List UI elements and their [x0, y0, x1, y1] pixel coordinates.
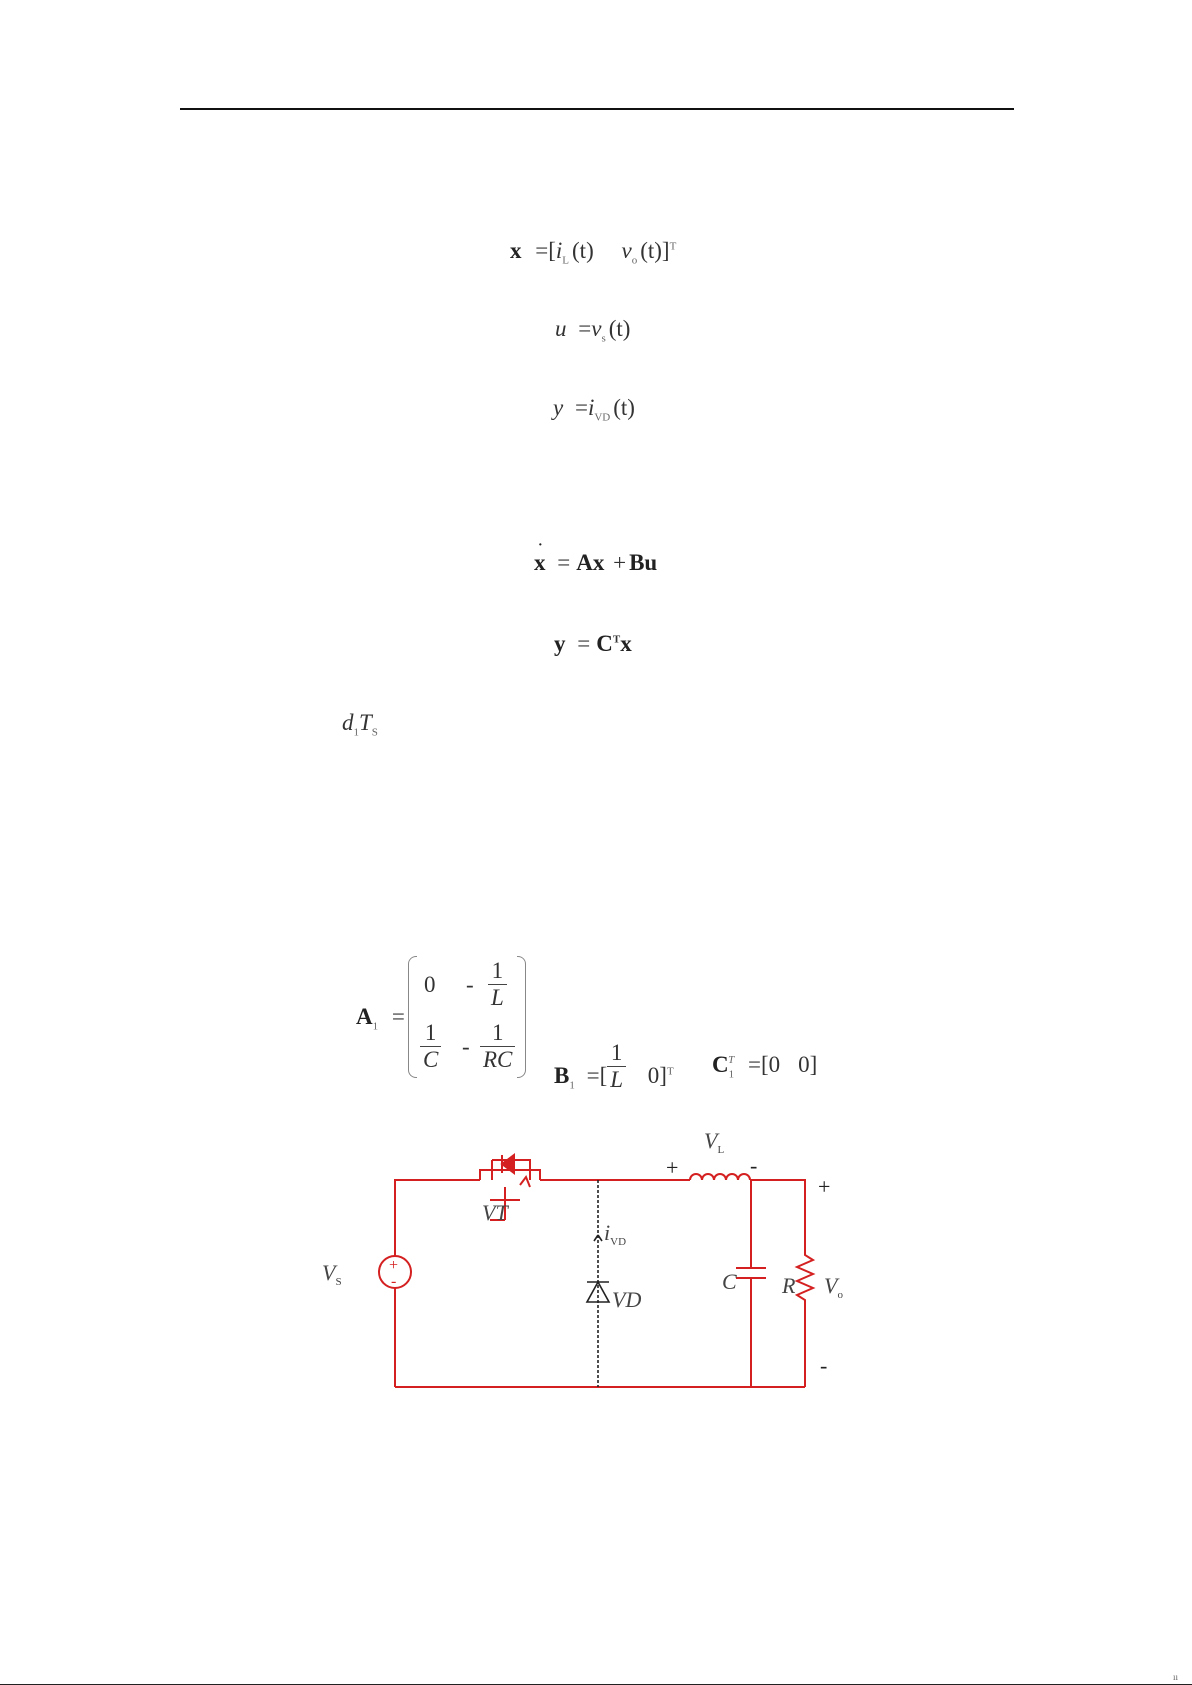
wire-left-top — [395, 1180, 480, 1387]
vl-plus: + — [666, 1155, 679, 1180]
source-plus: + — [389, 1257, 399, 1274]
source-minus: - — [391, 1273, 397, 1290]
a12-fraction: $\frac{1}{L}$ — [488, 958, 507, 1011]
a12-sign: - — [466, 972, 474, 997]
vo-label: $V_o$ — [824, 1273, 843, 1301]
x-dot: x · — [534, 538, 546, 575]
matrix-b: $B_1$ =[ $\frac{1}{L}$ 0]$^T$ — [554, 1040, 674, 1092]
resistor-label: R — [782, 1273, 796, 1298]
switch-arrow — [520, 1177, 530, 1187]
output-minus: - — [820, 1353, 828, 1378]
matrix-a-left-bracket — [408, 956, 417, 1078]
page-number: ıı — [1172, 1672, 1178, 1682]
a11: 0 — [424, 972, 436, 997]
capacitor-label: C — [722, 1269, 737, 1294]
state-vector-equation: $x =[i_L$ (t) $v_o$ (t)]$^T$ — [510, 238, 677, 267]
resistor — [797, 1245, 813, 1387]
inductor — [690, 1174, 750, 1180]
matrix-c: $C_1^T =[0$ 0] — [712, 1052, 818, 1081]
switching-interval: $d_1T_S$ — [342, 710, 378, 739]
vl-label: $V_L$ — [704, 1128, 725, 1156]
header-rule — [180, 108, 1014, 110]
wire-top-right — [750, 1180, 805, 1245]
vd-label: VD — [612, 1287, 642, 1312]
vt-label: VT — [482, 1200, 508, 1225]
vs-label: $V_S$ — [322, 1260, 342, 1288]
output-equation: $y =i_{VD}$ (t) — [553, 395, 635, 424]
a21-fraction: $\frac{1}{C}$ — [420, 1020, 441, 1073]
a22-fraction: $\frac{1}{RC}$ — [480, 1020, 515, 1073]
buck-converter-circuit — [322, 1125, 870, 1390]
b-fraction: $\frac{1}{L}$ — [607, 1040, 626, 1093]
matrix-a — [408, 956, 526, 1078]
vl-minus: - — [750, 1153, 758, 1178]
ivd-label: $i_{VD}$ — [604, 1220, 627, 1248]
capacitor — [736, 1180, 766, 1387]
output-state-equation: $y = C^Tx$ — [554, 631, 632, 656]
matrix-a-right-bracket — [517, 956, 526, 1078]
output-plus: + — [818, 1174, 831, 1199]
matrix-a-label: $A_1$ = — [356, 1004, 405, 1033]
state-space-equation: x · = Ax + Bu — [534, 538, 658, 575]
a22-sign: - — [462, 1034, 470, 1059]
input-equation: $u =v_s$ (t) — [555, 316, 631, 345]
